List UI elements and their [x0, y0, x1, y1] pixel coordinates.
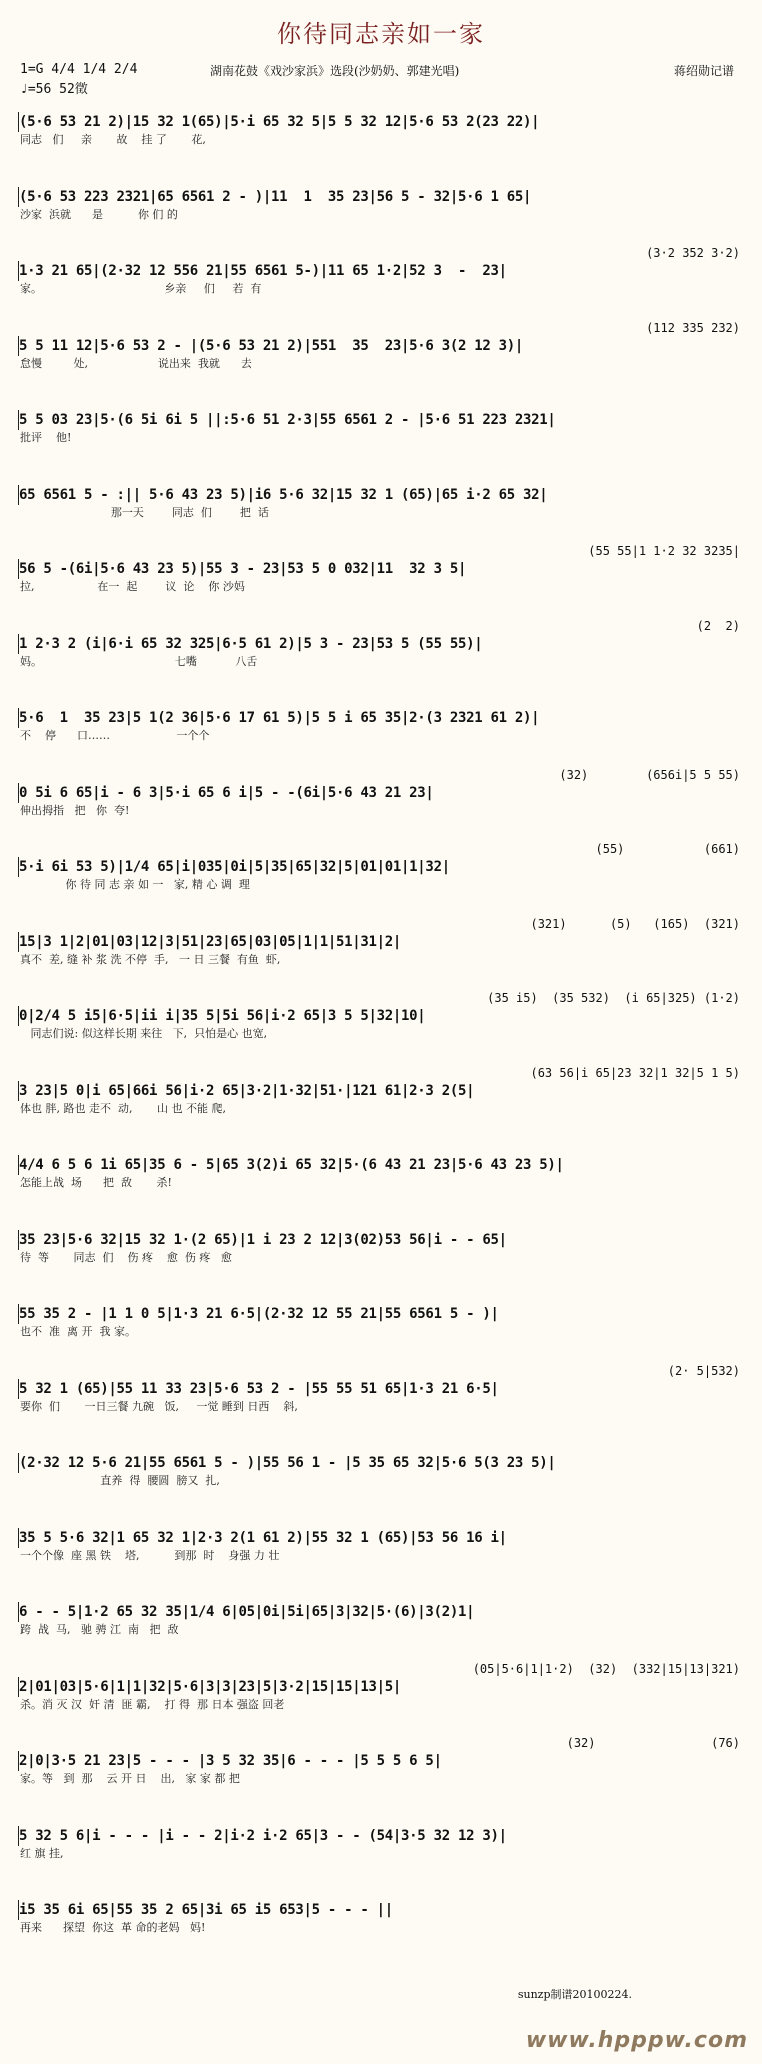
score-system [18, 1288, 744, 1340]
lyric-line: 你 待 同 志 亲 如 一 家, 精 心 调 理 [20, 878, 250, 891]
bracket-line: (63 56|i 65|23 32|1 32|5 1 5) [530, 1065, 740, 1080]
score-system [18, 841, 744, 893]
bracket-line: (112 335 232) [646, 320, 740, 335]
notation-line: 1 2·3 2 (i|6·i 65 32 325|6·5 61 2)|5 3 - 23|53 5 (55 55)| [18, 634, 745, 654]
bracket-line: (3·2 352 3·2) [646, 246, 740, 260]
notation-line: 0 5i 6 65|i - 6 3|5·i 65 6 i|5 - -(6i|5·6 43 21 23| [18, 783, 745, 803]
bracket-line: (32) (76) [566, 1736, 740, 1750]
notation-line: 35 23|5·6 32|15 32 1·(2 65)|1 i 23 2 12|3(02)53 56|i - - 65| [18, 1230, 745, 1250]
notation-line: 6 - - 5|1·2 65 32 35|1/4 6|05|0i|5i|65|3|32|5·(6)|3(2)1| [18, 1602, 745, 1622]
lyric-line: 妈。 七嘴 八舌 [20, 654, 258, 668]
score-system [18, 1586, 744, 1638]
notation-line: 5·6 1 35 23|5 1(2 36|5·6 17 61 5)|5 5 i 65 35|2·(3 2321 61 2)| [18, 708, 745, 728]
lyric-line: 跨 战 马, 驰 骋 江 南 把 敌 [20, 1623, 179, 1636]
score-system [18, 1437, 744, 1489]
notation-line: 5 32 1 (65)|55 11 33 23|5·6 53 2 - |55 55 51 65|1·3 21 6·5| [18, 1379, 745, 1399]
lyric-line: 一个个像 座 黑 铁 塔, 到那 时 身强 力 壮 [20, 1548, 280, 1562]
bracket-line [18, 1139, 744, 1155]
bracket-line: (05|5·6|1|1·2) (32) (332|15|13|321) [472, 1661, 740, 1676]
notation-line: 2|01|03|5·6|1|1|32|5·6|3|3|23|5|3·2|15|15|13|5| [18, 1677, 745, 1697]
notation-line: 4/4 6 5 6 1i 65|35 6 - 5|65 3(2)i 65 32|5·(6 43 21 23|5·6 43 23 5)| [18, 1155, 745, 1175]
lyric-line: 怎能上战 场 把 敌 杀! [20, 1176, 172, 1189]
bracket-line [18, 1512, 744, 1528]
lyric-line: 体也 胖, 路也 走不 动, 山 也 不能 爬, [20, 1101, 226, 1115]
notation-line: 3 23|5 0|i 65|66i 56|i·2 65|3·2|1·32|51·|121 61|2·3 2(5| [18, 1081, 745, 1101]
score-system [18, 1214, 744, 1266]
score-system [18, 1884, 744, 1936]
lyric-line: 沙家 浜就 是 你 们 的 [20, 207, 178, 221]
lyric-line: 不 停 口…… 一个个 [20, 729, 210, 742]
bracket-line: (55) (661) [595, 842, 740, 856]
notation-line: 5 5 11 12|5·6 53 2 - |(5·6 53 21 2)|551 35 23|5·6 3(2 12 3)| [18, 336, 745, 356]
score-system [18, 1735, 744, 1787]
lyric-line: 怠慢 处, 说出来 我就 去 [20, 356, 252, 370]
bracket-line: (55 55|1 1·2 32 3235| [588, 544, 740, 558]
bracket-line [18, 1810, 744, 1826]
lyric-line: 那一天 同志 们 把 话 [20, 505, 269, 519]
notation-line: i5 35 6i 65|55 35 2 65|3i 65 i5 653|5 - - - || [18, 1900, 745, 1920]
notation-line: 15|3 1|2|01|03|12|3|51|23|65|03|05|1|1|51|31|2| [18, 932, 745, 952]
notation-line: 65 6561 5 - :|| 5·6 43 23 5)|i6 5·6 32|15 32 1 (65)|65 i·2 65 32| [18, 485, 745, 505]
notation-line: 56 5 -(6i|5·6 43 23 5)|55 3 - 23|53 5 0 032|11 32 3 5| [18, 559, 745, 579]
score-system [18, 171, 744, 223]
bracket-line [18, 394, 744, 410]
notation-line: (2·32 12 5·6 21|55 6561 5 - )|55 56 1 - |5 35 65 32|5·6 5(3 23 5)| [18, 1453, 745, 1473]
score-system [18, 1661, 744, 1713]
score-system [18, 1363, 744, 1415]
score-system [18, 1810, 744, 1862]
notation-line: 5·i 6i 53 5)|1/4 65|i|035|0i|5|35|65|32|5|01|01|1|32| [18, 857, 745, 877]
score-system [18, 320, 744, 372]
bracket-line [18, 692, 744, 708]
lyric-line: 同志们说: 似这样长期 来往 下, 只怕是心 也宽, [20, 1027, 268, 1040]
lyric-line: 伸出拇指 把 你 夸! [20, 803, 130, 817]
lyric-line: 同志 们 亲 故 挂 了 花, [20, 133, 206, 146]
bracket-line [18, 171, 744, 187]
score-system [18, 1065, 744, 1117]
key-signature: 1=G 4/4 1/4 2/4 [20, 62, 138, 77]
bracket-line [18, 1586, 744, 1602]
notation-line: 1·3 21 65|(2·32 12 556 21|55 6561 5-)|11 65 1·2|52 3 - 23| [18, 261, 745, 281]
bracket-line [18, 1884, 744, 1900]
score-system [18, 692, 744, 744]
bracket-line: (2 2) [696, 618, 740, 633]
bracket-line: (35 i5) (35 532) (i 65|325) (1·2) [487, 991, 740, 1005]
notation-line: 5 5 03 23|5·(6 5i 6i 5 ||:5·6 51 2·3|55 6561 2 - |5·6 51 223 2321| [18, 410, 745, 430]
site-watermark: www.hpppw.com [525, 2028, 748, 2053]
bracket-line: (32) (656i|5 5 55) [559, 767, 740, 782]
score-credit: sunzp制谱20100224. [517, 1988, 632, 2001]
lyric-line: 直养 得 腰圆 膀又 扎, [20, 1474, 220, 1487]
lyric-line: 再来 探望 你这 革 命的老妈 妈! [20, 1921, 206, 1934]
notation-line: 0|2/4 5 i5|6·5|ii i|35 5|5i 56|i·2 65|3 5 5|32|10| [18, 1006, 745, 1026]
score-system [18, 543, 744, 595]
score-system [18, 916, 744, 968]
lyric-line: 待 等 同志 们 伤 疼 愈 伤 疼 愈 [20, 1250, 232, 1264]
bracket-line [18, 1437, 744, 1453]
notation-line: (5·6 53 21 2)|15 32 1(65)|5·i 65 32 5|5 5 32 12|5·6 53 2(23 22)| [18, 112, 745, 132]
bracket-line: (2· 5|532) [667, 1363, 740, 1378]
score-header-key [20, 60, 137, 100]
tempo-marking: ♩=56 52徵 [20, 82, 88, 97]
lyric-line: 红 旗 挂, [20, 1846, 64, 1860]
score-system [18, 1512, 744, 1564]
bracket-line [18, 96, 744, 112]
notation-line: 2|0|3·5 21 23|5 - - - |3 5 32 35|6 - - - |5 5 5 6 5| [18, 1751, 745, 1771]
page-title: 你待同志亲如一家 [277, 20, 485, 48]
lyric-line: 杀。消 灭 汉 奸 清 匪 霸, 打 得 那 日本 强盗 回老 [20, 1697, 285, 1711]
score-system [18, 245, 744, 297]
score-system [18, 96, 744, 148]
notation-line: 55 35 2 - |1 1 0 5|1·3 21 6·5|(2·32 12 55 21|55 6561 5 - )| [18, 1304, 745, 1324]
bracket-line [18, 469, 744, 485]
lyric-line: 要你 们 一日三餐 九碗 饭, 一觉 睡到 日西 斜, [20, 1399, 298, 1413]
score-source: 湖南花鼓《戏沙家浜》选段(沙奶奶、郭建光唱) [210, 64, 460, 78]
bracket-line [18, 1214, 744, 1230]
bracket-line: (321) (5) (165) (321) [530, 916, 740, 931]
score-system [18, 990, 744, 1042]
score-system [18, 394, 744, 446]
notation-line: (5·6 53 223 2321|65 6561 2 - )|11 1 35 23|56 5 - 32|5·6 1 65| [18, 187, 745, 207]
score-system [18, 618, 744, 670]
lyric-line: 真不 差, 缝 补 浆 洗 不停 手, 一 日 三餐 有鱼 虾, [20, 952, 281, 966]
score-notator: 蒋绍勋记谱 [673, 64, 734, 78]
notation-line: 5 32 5 6|i - - - |i - - 2|i·2 i·2 65|3 - - (54|3·5 32 12 3)| [18, 1826, 745, 1846]
score-system [18, 767, 744, 819]
lyric-line: 也不 准 离 开 我 家。 [20, 1325, 136, 1338]
lyric-line: 家。 乡亲 们 若 有 [20, 282, 262, 295]
notation-line: 35 5 5·6 32|1 65 32 1|2·3 2(1 61 2)|55 32 1 (65)|53 56 16 i| [18, 1528, 745, 1548]
lyric-line: 家。等 到 那 云 开 日 出, 家 家 都 把 [20, 1772, 240, 1785]
score-system [18, 1139, 744, 1191]
score-system [18, 469, 744, 521]
bracket-line [18, 1288, 744, 1304]
lyric-line: 批评 他! [20, 431, 72, 444]
lyric-line: 拉, 在一 起 议 论 你 沙妈 [20, 580, 245, 593]
